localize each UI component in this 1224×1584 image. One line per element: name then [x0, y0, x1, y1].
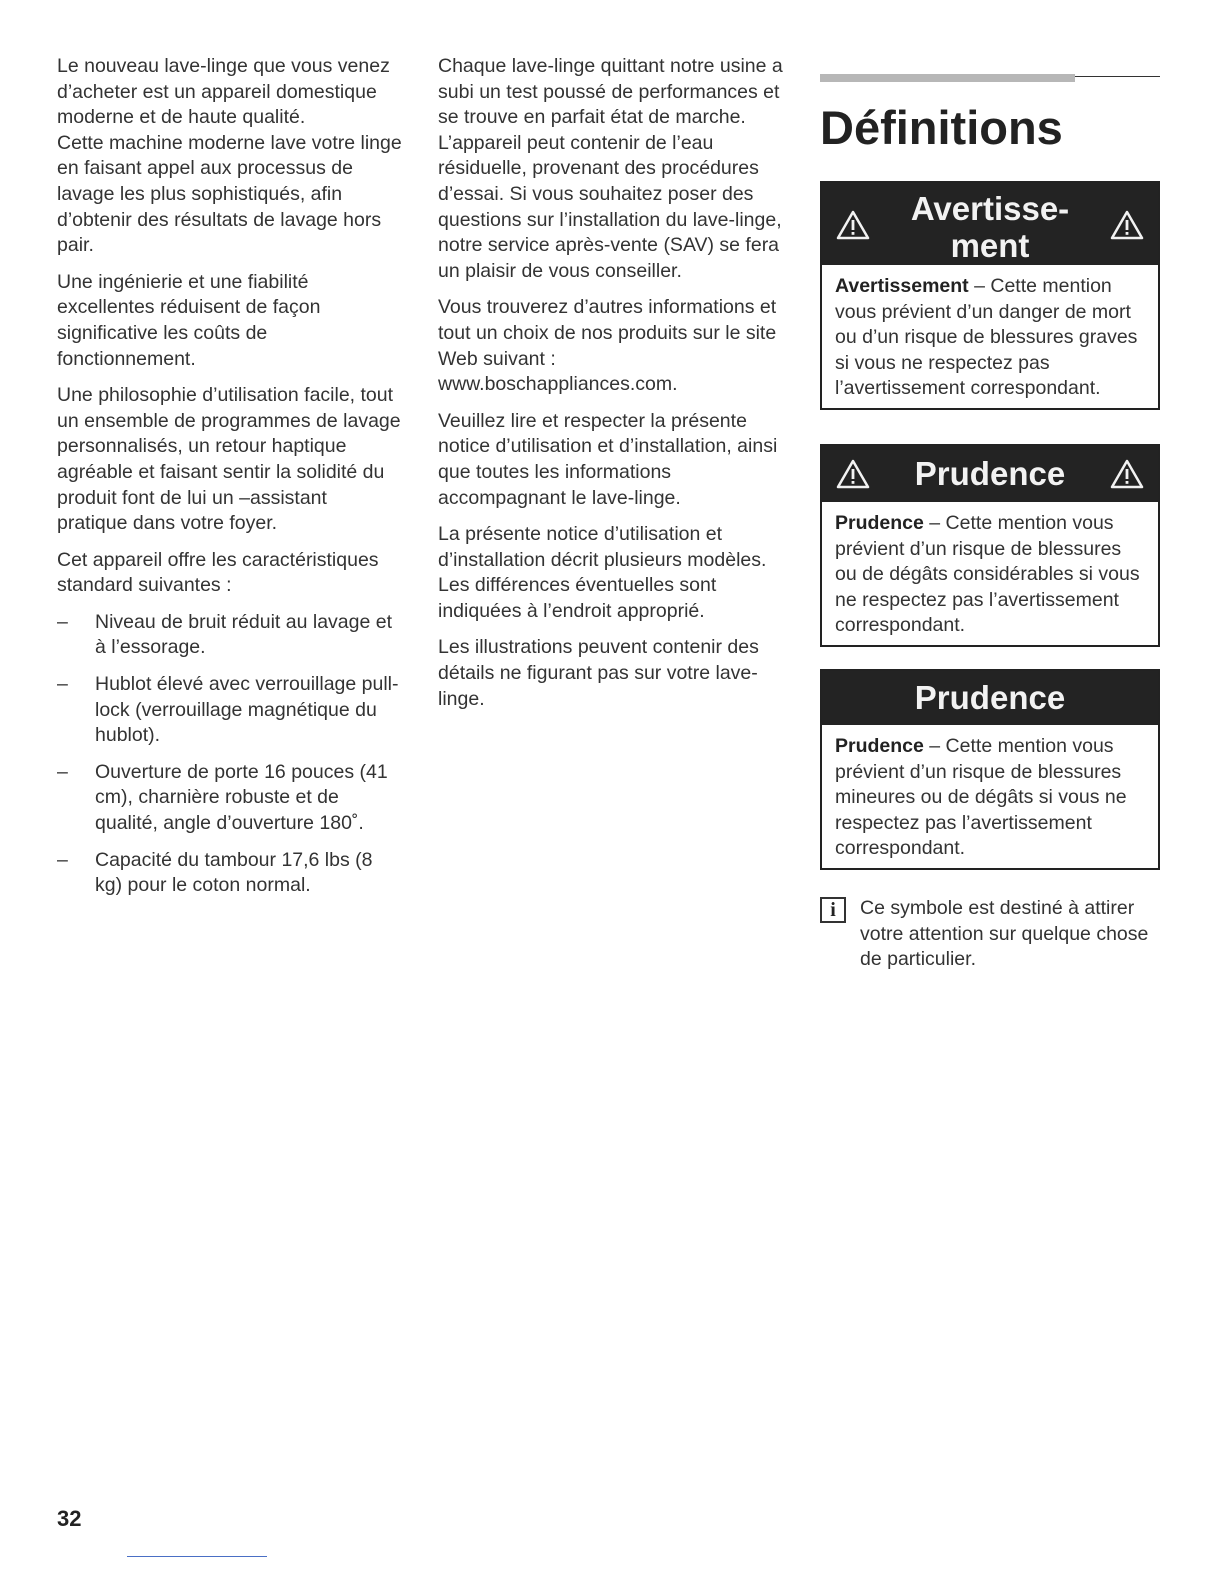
warning-header-line1: Avertisse-	[910, 190, 1070, 227]
warning-triangle-icon	[836, 210, 870, 240]
machine-paragraph: Cette machine moderne lave votre linge en faisant appel aux processus de lavage les plus sophistiqués, afin d’obtenir des résultats de lavage hors pair.	[57, 131, 402, 257]
list-item	[57, 848, 402, 899]
feature-text: Hublot élevé avec verrouillage pull-lock (verrouillage magnétique du hublot).	[95, 673, 399, 747]
left-column	[57, 54, 402, 910]
caution-text: – Cette mention vous prévient d’un risque de blessures ou de dégâts considérables si vous ne respectez pas l’avertissement correspondant.	[835, 511, 1140, 637]
bullet-dash: –	[57, 610, 68, 633]
footer-divider	[127, 1556, 267, 1557]
caution-term: Prudence	[835, 511, 924, 534]
caution-box	[820, 444, 1160, 647]
heading-rule	[820, 70, 1160, 80]
caution-header	[822, 446, 1158, 502]
warning-text: – Cette mention vous prévient d’un danger de mort ou d’un risque de blessures graves si vous ne respectez pas l’avertissement correspondant.	[835, 275, 1138, 400]
bullet-dash: –	[57, 760, 68, 783]
notice-term: Prudence	[835, 734, 924, 757]
info-paragraph: Vous trouverez d’autres informations et tout un choix de nos produits sur le site Web suivant : www.boschappliances.com.	[438, 296, 777, 396]
notice-header	[822, 671, 1158, 725]
notice-description	[822, 725, 1158, 868]
warning-triangle-icon	[1110, 210, 1144, 240]
caution-description	[822, 502, 1158, 645]
models-paragraph: La présente notice d’utilisation et d’installation décrit plusieurs modèles. Les différences éventuelles sont indiquées à l’endroit approprié.	[438, 523, 767, 622]
heading-bar	[820, 74, 1075, 82]
warning-triangle-icon	[836, 459, 870, 489]
list-item	[57, 760, 402, 837]
bullet-dash: –	[57, 673, 68, 696]
info-note	[820, 896, 1160, 973]
notice-text: – Cette mention vous prévient d’un risque de blessures mineures ou de dégâts si vous ne respectez pas l’avertissement correspondant.	[835, 734, 1127, 860]
feature-list	[57, 610, 402, 899]
bullet-dash: –	[57, 848, 68, 871]
engineering-paragraph: Une ingénierie et une fiabilité excellentes réduisent de façon significative les coûts de fonctionnement.	[57, 270, 321, 370]
definitions-section	[820, 70, 1160, 973]
notice-box	[820, 669, 1160, 870]
read-paragraph: Veuillez lire et respecter la présente notice d’utilisation et d’installation, ainsi que toutes les informations accompagnant le lave-linge.	[438, 409, 778, 509]
caution-header-label: Prudence	[914, 454, 1066, 492]
warning-box	[820, 181, 1160, 410]
warning-triangle-icon	[1110, 459, 1144, 489]
page-title: Définitions	[820, 101, 1063, 154]
info-note-text: Ce symbole est destiné à attirer votre attention sur quelque chose de particulier.	[860, 896, 1149, 971]
warning-description	[822, 265, 1158, 408]
list-item	[57, 672, 402, 749]
philosophy-paragraph: Une philosophie d’utilisation facile, tout un ensemble de programmes de lavage personnalisés, un retour haptique agréable et faisant sentir la solidité du produit font de lui un –assistant pratique dans votre foyer.	[57, 384, 401, 535]
info-icon: i	[820, 897, 846, 923]
warning-header	[822, 183, 1158, 265]
feature-text: Niveau de bruit réduit au lavage et à l’essorage.	[95, 610, 393, 659]
warning-term: Avertissement	[835, 275, 969, 297]
notice-header-label: Prudence	[914, 678, 1066, 716]
warning-header-line2: ment	[950, 227, 1030, 264]
middle-column	[438, 54, 788, 723]
test-paragraph: Chaque lave-linge quittant notre usine a subi un test poussé de performances et se trouve en parfait état de marche. L’appareil peut contenir de l’eau résiduelle, provenant des procédures d’essai. Si vous souhaitez poser des questions sur l’installation du lave-linge, notre service après-vente (SAV) se fera un plaisir de vous conseiller.	[438, 55, 783, 282]
intro-paragraph: Le nouveau lave-linge que vous venez d’acheter est un appareil domestique moderne et de haute qualité.	[57, 55, 390, 129]
feature-text: Capacité du tambour 17,6 lbs (8 kg) pour le coton normal.	[95, 848, 373, 897]
illustrations-paragraph: Les illustrations peuvent contenir des détails ne figurant pas sur votre lave-linge.	[438, 636, 759, 710]
features-intro: Cet appareil offre les caractéristiques standard suivantes :	[57, 548, 379, 597]
list-item	[57, 610, 402, 661]
feature-text: Ouverture de porte 16 pouces (41 cm), charnière robuste et de qualité, angle d’ouverture 180˚.	[95, 760, 388, 835]
page-number: 32	[57, 1506, 82, 1531]
